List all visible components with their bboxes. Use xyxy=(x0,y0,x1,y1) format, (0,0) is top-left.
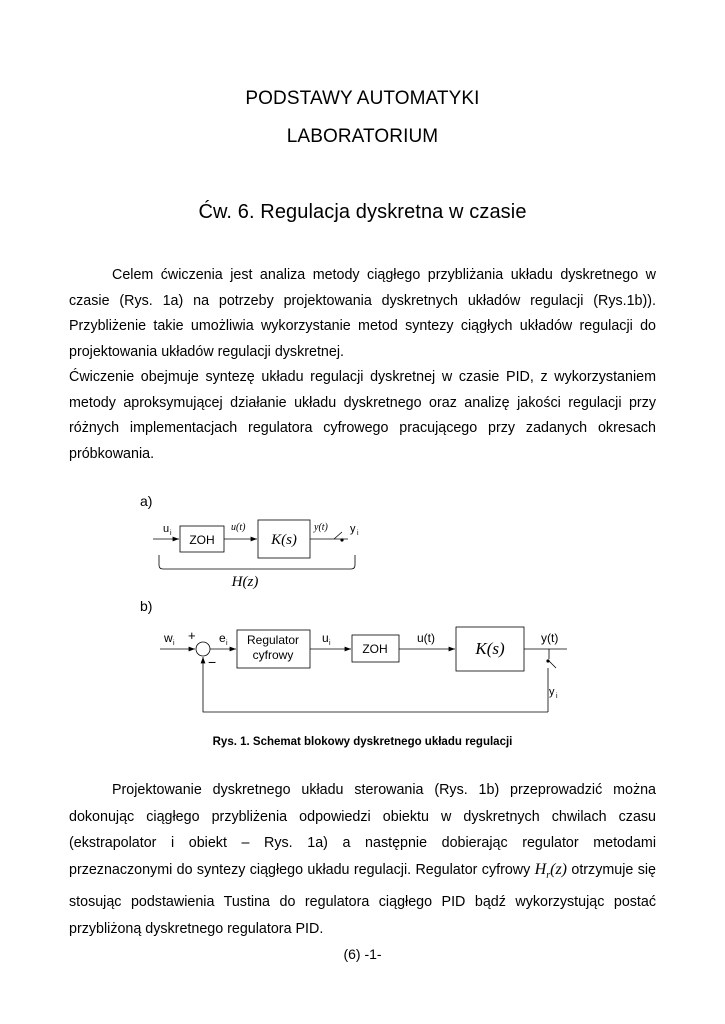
svg-text:y: y xyxy=(350,523,356,535)
figure-caption: Rys. 1. Schemat blokowy dyskretnego układu regulacji xyxy=(212,736,513,748)
plus-sign: + xyxy=(188,628,196,643)
svg-text:K(s): K(s) xyxy=(271,532,297,548)
output-yi-label xyxy=(350,523,359,537)
svg-text:i: i xyxy=(226,640,228,647)
sampler-switch-a xyxy=(334,532,342,539)
figure-label-a: a) xyxy=(140,493,153,509)
hr-formula: $H_r(z)$ xyxy=(534,860,567,881)
intro-paragraph-1: Celem ćwiczenia jest analiza metody ciągłego przybliżania układu dyskretnego w czasie (Rys. 1a) na potrzeby projektowania dyskretnych układów regulacji (Rys.1b)). Przybliżenie takie umożliwia wykorzystanie metod syntezy ciągłych układów regulacji do projektowania układów regulacji dyskretnej. xyxy=(69,267,656,360)
svg-text:u: u xyxy=(163,523,170,535)
course-subtitle: LABORATORIUM xyxy=(286,126,439,147)
input-wi-label xyxy=(163,631,175,647)
sampler-switch-b xyxy=(549,661,556,668)
sampled-yi-label xyxy=(549,686,558,700)
feedback-path xyxy=(203,657,548,712)
svg-text:i: i xyxy=(329,640,331,647)
ut-label-b: u(t) xyxy=(417,631,435,645)
svg-text:y: y xyxy=(549,686,555,698)
control-ui-label xyxy=(322,631,331,647)
svg-text:i: i xyxy=(556,693,558,700)
exercise-title: Ćw. 6. Regulacja dyskretna w czasie xyxy=(198,201,527,223)
svg-text:ZOH: ZOH xyxy=(362,642,388,656)
svg-text:i: i xyxy=(357,530,359,537)
svg-text:i: i xyxy=(170,530,172,537)
svg-text:K(s): K(s) xyxy=(475,639,505,658)
course-title: PODSTAWY AUTOMATYKI xyxy=(245,88,480,109)
figure-label-b: b) xyxy=(140,598,153,614)
intro-paragraph-2: Ćwiczenie obejmuje syntezę układu regulacji dyskretnej w czasie PID, z wykorzystaniem metody aproksymującej działanie układu dyskretnego oraz analizę jakości regulacji przy różnych implementacjach regulatora cyfrowego pracującego przy zadanych okresach próbkowania. xyxy=(69,369,656,462)
body-paragraph-3 xyxy=(69,777,656,942)
minus-sign: − xyxy=(208,654,217,670)
block-diagram-a xyxy=(0,515,725,595)
svg-text:u: u xyxy=(322,631,329,645)
paragraph-3-after: otrzymuje się stosując podstawienia Tustina do regulatora ciągłego PID bądź wykorzystując postać przybliżoną dyskretnego regulatora PID. xyxy=(69,861,656,937)
paragraph-3-before: Projektowanie dyskretnego układu sterowania (Rys. 1b) przeprowadzić można dokonując ciągłego przybliżenia odpowiedzi obiektu w dyskretnych chwilach czasu (ekstrapolator i obiekt – Rys. 1a) a następnie dobierając regulator metodami przeznaczonymi do syntezy ciągłego układu regulacji. Regulator cyfrowy xyxy=(69,782,656,878)
ut-label-a: u(t) xyxy=(231,522,246,533)
page-number: (6) -1- xyxy=(343,946,382,962)
svg-text:ZOH: ZOH xyxy=(189,533,215,547)
input-ui-label xyxy=(163,523,172,537)
yt-label-a: y(t) xyxy=(314,522,328,533)
svg-text:e: e xyxy=(219,631,226,645)
yt-label-b: y(t) xyxy=(541,631,559,645)
svg-text:cyfrowy: cyfrowy xyxy=(252,648,294,662)
svg-text:Regulator: Regulator xyxy=(246,633,300,647)
svg-text:i: i xyxy=(173,640,175,647)
svg-text:w: w xyxy=(164,631,173,645)
hz-bracket xyxy=(159,555,355,569)
summing-junction xyxy=(196,642,210,656)
block-diagram-b xyxy=(0,620,725,720)
hz-label: H(z) xyxy=(231,574,259,590)
error-ei-label xyxy=(219,631,228,647)
